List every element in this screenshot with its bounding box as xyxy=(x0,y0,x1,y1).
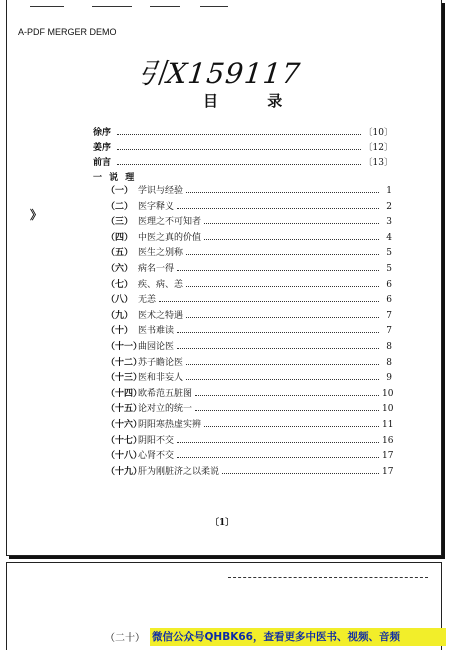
next-page-entry-number: （二十） xyxy=(105,633,145,644)
leader-dots xyxy=(186,192,379,193)
toc-entry-number: （十） xyxy=(106,326,134,337)
leader-dots xyxy=(177,332,379,333)
leader-dots xyxy=(204,239,379,240)
leader-dots xyxy=(117,140,361,150)
toc-entry-number: （十三） xyxy=(106,373,143,384)
toc-entry-page: 3 xyxy=(386,217,392,228)
toc-entry xyxy=(106,323,392,339)
toc-entry-number: （十一） xyxy=(106,341,143,352)
toc-entry-page: 7 xyxy=(386,326,392,337)
preface-row xyxy=(93,155,393,168)
toc-entry-title: 疾、病、恙 xyxy=(138,279,184,290)
top-dashes-3 xyxy=(150,6,180,7)
toc-entry-title: 医字释义 xyxy=(138,201,175,212)
toc-entry xyxy=(106,401,392,417)
top-dashes-4 xyxy=(200,6,228,7)
leader-dots xyxy=(159,301,379,302)
toc-entry-number: （十二） xyxy=(106,357,143,368)
toc-entry-title: 阴阳寒热虚实辨 xyxy=(138,419,202,430)
toc-entry xyxy=(106,417,392,433)
toc-entry xyxy=(106,370,392,386)
toc-entry-title: 病名一得 xyxy=(138,263,175,274)
preface-page: 〔13〕 xyxy=(363,158,393,168)
toc-entry-number: （三） xyxy=(106,217,134,228)
toc-entry-title: 医生之别称 xyxy=(138,248,184,259)
leader-dots xyxy=(186,317,379,318)
leader-dots xyxy=(177,348,379,349)
leader-dots xyxy=(186,379,379,380)
leader-dots xyxy=(177,270,379,271)
toc-entry-title: 欧希范五脏图 xyxy=(138,388,193,399)
toc-entry xyxy=(106,214,392,230)
toc-entry-title: 论对立的统一 xyxy=(138,404,193,415)
toc-entry xyxy=(106,308,392,324)
toc-entry xyxy=(106,355,392,371)
preface-row xyxy=(93,140,393,153)
toc-entry xyxy=(106,292,392,308)
bottom-dashes xyxy=(228,577,428,578)
preface-page: 〔12〕 xyxy=(363,143,393,153)
toc-entry-number: （十四） xyxy=(106,388,143,399)
preface-row xyxy=(93,125,393,138)
toc-entry xyxy=(106,245,392,261)
toc-entry-number: （十六） xyxy=(106,419,143,430)
toc-entry-number: （十九） xyxy=(106,466,143,477)
toc-entry-title: 医书难读 xyxy=(138,326,175,337)
toc-entry-number: （二） xyxy=(106,201,134,212)
toc-entry-page: 6 xyxy=(386,279,392,290)
leader-dots xyxy=(177,442,379,443)
preface-label: 徐序 xyxy=(93,128,112,138)
toc-entry-page: 16 xyxy=(382,435,394,446)
page-title: 目 录 xyxy=(203,92,305,110)
toc-entry-title: 苏子瞻论医 xyxy=(138,357,184,368)
section-heading: 一 说 理 xyxy=(93,173,137,183)
toc-entry-number: （一） xyxy=(106,186,134,196)
handwritten-note: 引X159117 xyxy=(136,57,303,90)
preface-label: 姜序 xyxy=(93,143,112,153)
leader-dots xyxy=(195,395,379,396)
top-dashes-2 xyxy=(92,6,132,7)
toc-entry xyxy=(106,277,392,293)
toc-entry-number: （十八） xyxy=(106,451,143,462)
toc-entry-page: 17 xyxy=(382,466,394,477)
watermark-text: A-PDF MERGER DEMO xyxy=(18,27,117,37)
leader-dots xyxy=(222,473,379,474)
toc-entry-number: （十五） xyxy=(106,404,143,415)
toc-entry xyxy=(106,433,392,449)
toc-entry-page: 5 xyxy=(386,248,392,259)
toc-entry-page: 8 xyxy=(386,357,392,368)
toc-entry-title: 曲园论医 xyxy=(138,341,175,352)
top-dashes-1 xyxy=(30,6,64,7)
scan-mark: 》 xyxy=(30,208,43,222)
toc-entry-page: 2 xyxy=(386,201,392,212)
toc-entry-title: 医理之不可知者 xyxy=(138,217,202,228)
toc-entry-title: 阴阳不交 xyxy=(138,435,175,446)
toc-entry-page: 8 xyxy=(386,341,392,352)
toc-entry-page: 11 xyxy=(382,419,394,430)
toc-entry-number: （五） xyxy=(106,248,134,259)
toc-entry-title: 心肾不交 xyxy=(138,451,175,462)
toc-entry-page: 17 xyxy=(382,451,394,462)
page-number: 〔1〕 xyxy=(210,518,235,528)
toc-entry-number: （四） xyxy=(106,232,134,243)
toc-entry xyxy=(106,199,392,215)
toc-entry xyxy=(106,339,392,355)
toc-entry-page: 1 xyxy=(386,186,392,196)
leader-dots xyxy=(117,125,361,135)
toc-entry-page: 10 xyxy=(382,388,394,399)
preface-label: 前言 xyxy=(93,158,112,168)
toc-entry-title: 中医之真的价值 xyxy=(138,232,202,243)
toc-entry xyxy=(106,230,392,246)
toc-entry-page: 7 xyxy=(386,310,392,321)
toc-entry xyxy=(106,386,392,402)
leader-dots xyxy=(177,457,379,458)
toc-entry-number: （十七） xyxy=(106,435,143,446)
promo-banner: 微信公众号QHBK66，查看更多中医书、视频、音频 xyxy=(150,628,446,646)
toc-entry-page: 9 xyxy=(386,373,392,384)
toc-entry xyxy=(106,183,392,199)
toc-entry-title: 医和非妄人 xyxy=(138,373,184,384)
leader-dots xyxy=(177,208,379,209)
toc-entry-number: （六） xyxy=(106,263,134,274)
preface-page: 〔10〕 xyxy=(363,128,393,138)
leader-dots xyxy=(186,254,379,255)
toc-entry-number: （九） xyxy=(106,310,134,321)
toc-entry-title: 医术之特遇 xyxy=(138,310,184,321)
toc-entry-title: 肝为刚脏济之以柔说 xyxy=(138,466,220,477)
leader-dots xyxy=(195,410,379,411)
toc-entry xyxy=(106,448,392,464)
toc-entry xyxy=(106,261,392,277)
toc-entry-number: （八） xyxy=(106,295,134,306)
leader-dots xyxy=(186,364,379,365)
toc-entry-page: 6 xyxy=(386,295,392,306)
leader-dots xyxy=(204,426,379,427)
toc-entry-number: （七） xyxy=(106,279,134,290)
toc-entry-title: 无恙 xyxy=(138,295,157,306)
leader-dots xyxy=(117,155,361,165)
toc-entry-page: 4 xyxy=(386,232,392,243)
toc-entry-page: 10 xyxy=(382,404,394,415)
toc-list xyxy=(106,183,392,479)
toc-entry-title: 学识与经验 xyxy=(138,186,184,196)
leader-dots xyxy=(204,223,379,224)
toc-entry xyxy=(106,464,392,480)
leader-dots xyxy=(186,286,379,287)
toc-entry-page: 5 xyxy=(386,263,392,274)
